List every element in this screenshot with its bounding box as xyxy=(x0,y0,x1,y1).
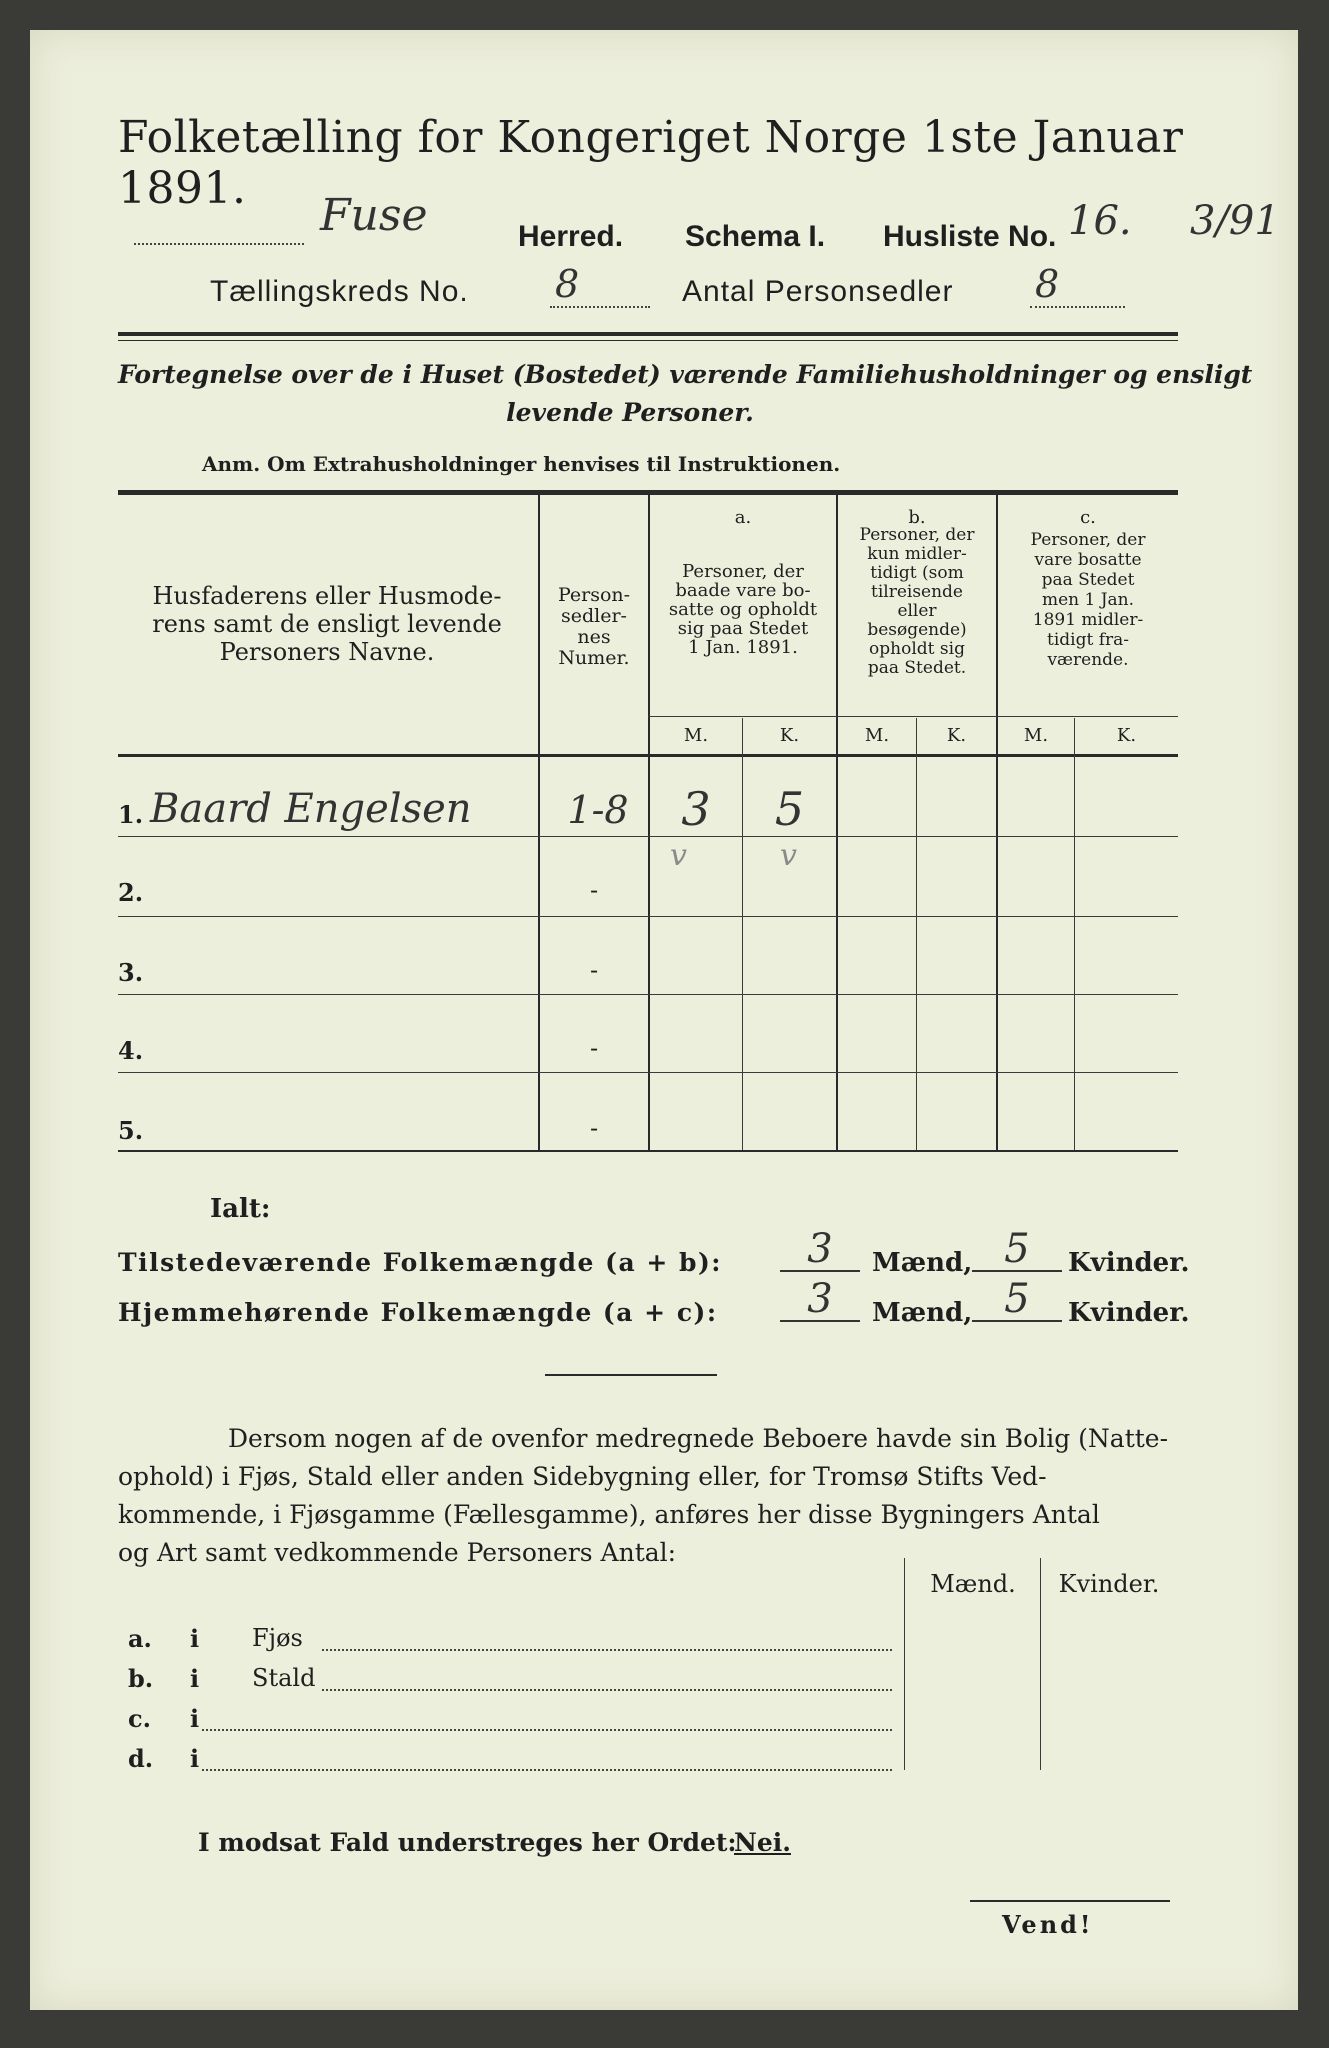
col-a-line2: baade vare bo- xyxy=(675,580,811,601)
col-c-k-header: K. xyxy=(1116,725,1137,746)
row-1-no: 1. xyxy=(118,800,144,829)
herred-value: Fuse xyxy=(320,190,428,241)
col-b-line5: eller xyxy=(897,601,937,621)
row-2-number: - xyxy=(589,876,599,904)
para-line1: Dersom nogen af de ovenfor medregnede Beboere havde sin Bolig (Natte- xyxy=(228,1424,1169,1453)
vend-rule xyxy=(970,1900,1170,1902)
col-a-line3: satte og opholdt xyxy=(668,599,818,620)
totals-line2-kvinder-label: Kvinder. xyxy=(1068,1298,1190,1328)
bottom-col-divider-2 xyxy=(1040,1558,1041,1770)
item-b-dots xyxy=(322,1688,892,1691)
totals-line2-maend-value: 3 xyxy=(780,1278,860,1322)
col-c-line4: men 1 Jan. xyxy=(1041,590,1135,610)
item-b-label: Stald xyxy=(252,1664,316,1692)
col-c-line3: paa Stedet xyxy=(1041,570,1135,590)
col-c-mk-divider xyxy=(1074,718,1075,1150)
husliste-value: 16. xyxy=(1068,198,1132,244)
num-header-line3: nes xyxy=(577,626,611,648)
row-1-a-k-check: v xyxy=(780,838,797,873)
col-b-mk-divider xyxy=(916,718,917,1150)
col-a-line4: sig paa Stedet xyxy=(677,618,809,639)
col-a-line1: Personer, der xyxy=(682,561,804,582)
mk-header-rule xyxy=(648,716,1178,717)
row-3-no: 3. xyxy=(118,958,144,987)
vend-text: Vend! xyxy=(1002,1910,1094,1939)
row-1-a-k: 5 xyxy=(774,782,805,836)
row-2-no: 2. xyxy=(118,878,144,907)
num-header-line4: Numer. xyxy=(558,647,630,669)
form-title: Folketælling for Kongeriget Norge 1ste Januar 1891. xyxy=(118,112,1184,214)
totals-line1-label: Tilstedeværende Folkemængde (a + b): xyxy=(118,1248,723,1277)
col-c-line1: Personer, der xyxy=(1030,530,1146,550)
ialt-label: Ialt: xyxy=(210,1194,271,1224)
antal-label: Antal Personsedler xyxy=(682,275,954,308)
antal-value: 8 xyxy=(1035,262,1060,306)
rule-top-thin xyxy=(118,340,1178,341)
separator-short xyxy=(545,1374,717,1376)
anm-note: Anm. Om Extrahusholdninger henvises til Instruktionen. xyxy=(202,452,841,476)
item-b-prep: i xyxy=(190,1664,200,1693)
item-a-prep: i xyxy=(190,1624,200,1653)
col-a-letter: a. xyxy=(734,507,752,528)
names-header-line2: rens samt de ensligt levende xyxy=(152,610,502,638)
totals-line2-label: Hjemmehørende Folkemængde (a + c): xyxy=(118,1298,718,1327)
totals-line1-kvinder-label: Kvinder. xyxy=(1068,1248,1190,1278)
totals-line2-kvinder-value: 5 xyxy=(972,1278,1062,1322)
item-b-letter: b. xyxy=(128,1664,154,1693)
col-c-line7: værende. xyxy=(1047,650,1129,670)
item-c-letter: c. xyxy=(128,1704,151,1733)
row-5-no: 5. xyxy=(118,1116,144,1145)
row-3-number: - xyxy=(589,956,599,984)
col-c-letter: c. xyxy=(1080,507,1096,528)
item-d-prep: i xyxy=(190,1744,200,1773)
col-b-header xyxy=(838,526,996,678)
antal-dots xyxy=(1030,304,1125,308)
num-header-line2: sedler- xyxy=(561,605,627,627)
row-line-2 xyxy=(118,916,1178,917)
col-b-line8: paa Stedet. xyxy=(867,658,967,678)
herred-label: Herred. xyxy=(518,220,624,253)
row-1-a-m: 3 xyxy=(681,782,711,836)
totals-line2-maend-label: Mænd, xyxy=(872,1298,973,1328)
number-column-header xyxy=(540,585,648,669)
row-5-number: - xyxy=(589,1114,599,1142)
bottom-col-divider-1 xyxy=(904,1558,905,1770)
kreds-dots xyxy=(550,304,650,308)
col-b-line3: tidigt (som xyxy=(870,563,964,583)
num-header-line1: Person- xyxy=(557,584,631,606)
nei-word: Nei. xyxy=(734,1828,791,1857)
row-4-number: - xyxy=(589,1034,599,1062)
col-a-header xyxy=(650,562,836,657)
col-b-k-header: K. xyxy=(946,725,967,746)
col-c-line5: 1891 midler- xyxy=(1032,610,1144,630)
col-c-m-header: M. xyxy=(1023,725,1049,746)
row-1-name: Baard Engelsen xyxy=(150,786,472,832)
totals-line1-kvinder-value: 5 xyxy=(972,1228,1062,1272)
row-line-1 xyxy=(118,836,1178,837)
bottom-kvinder-header: Kvinder. xyxy=(1058,1570,1160,1598)
col-a-line5: 1 Jan. 1891. xyxy=(688,637,798,658)
row-4-no: 4. xyxy=(118,1036,144,1065)
item-d-letter: d. xyxy=(128,1744,154,1773)
husliste-label: Husliste No. xyxy=(883,220,1057,253)
table-bottom-rule xyxy=(118,1150,1178,1152)
item-d-dots xyxy=(202,1768,892,1771)
para-line4: og Art samt vedkommende Personers Antal: xyxy=(118,1538,677,1567)
col-c-line2: vare bosatte xyxy=(1034,550,1142,570)
kreds-value: 8 xyxy=(555,262,580,306)
item-a-label: Fjøs xyxy=(252,1624,303,1652)
col-b-line1: Personer, der xyxy=(859,525,975,545)
para-line3: kommende, i Fjøsgamme (Fællesgamme), anføres her disse Bygningers Antal xyxy=(118,1500,1100,1529)
col-c-header xyxy=(998,530,1178,670)
census-form xyxy=(30,30,1298,2010)
modsat-text: I modsat Fald understreges her Ordet: xyxy=(198,1828,737,1857)
col-b-line6: besøgende) xyxy=(867,620,967,640)
item-a-letter: a. xyxy=(128,1624,152,1653)
item-c-dots xyxy=(202,1728,892,1731)
col-b-m-header: M. xyxy=(864,725,890,746)
totals-line1-maend-value: 3 xyxy=(780,1228,860,1272)
intro-line2: levende Personer. xyxy=(506,398,754,427)
totals-line1-maend-label: Mænd, xyxy=(872,1248,973,1278)
col-b-line2: kun midler- xyxy=(867,544,967,564)
sidebygning-paragraph xyxy=(118,1420,1180,1572)
col-b-line7: opholdt sig xyxy=(869,639,965,659)
row-1-a-m-check: v xyxy=(670,838,687,873)
herred-dotted-line xyxy=(134,215,304,245)
schema-label: Schema I. xyxy=(685,220,826,253)
para-line2: ophold) i Fjøs, Stald eller anden Sidebygning eller, for Tromsø Stifts Ved- xyxy=(118,1462,1047,1491)
names-column-header xyxy=(122,582,532,666)
row-line-4 xyxy=(118,1072,1178,1073)
col-b-letter: b. xyxy=(908,507,926,528)
kreds-label: Tællingskreds No. xyxy=(210,275,469,308)
item-a-dots xyxy=(322,1648,892,1651)
rule-top xyxy=(118,332,1178,336)
item-c-prep: i xyxy=(190,1704,200,1733)
col-a-m-header: M. xyxy=(683,725,709,746)
names-header-line1: Husfaderens eller Husmode- xyxy=(152,582,502,610)
row-line-3 xyxy=(118,994,1178,995)
row-1-number: 1-8 xyxy=(567,788,629,832)
col-b-line4: tilreisende xyxy=(870,582,963,602)
intro-line1: Fortegnelse over de i Huset (Bostedet) værende Familiehusholdninger og ensligt xyxy=(118,360,1253,389)
col-a-k-header: K. xyxy=(779,725,800,746)
side-note: 3/91 xyxy=(1190,198,1280,244)
col-c-line6: tidigt fra- xyxy=(1046,630,1129,650)
names-header-line3: Personers Navne. xyxy=(219,638,435,666)
bottom-maend-header: Mænd. xyxy=(930,1570,1016,1598)
